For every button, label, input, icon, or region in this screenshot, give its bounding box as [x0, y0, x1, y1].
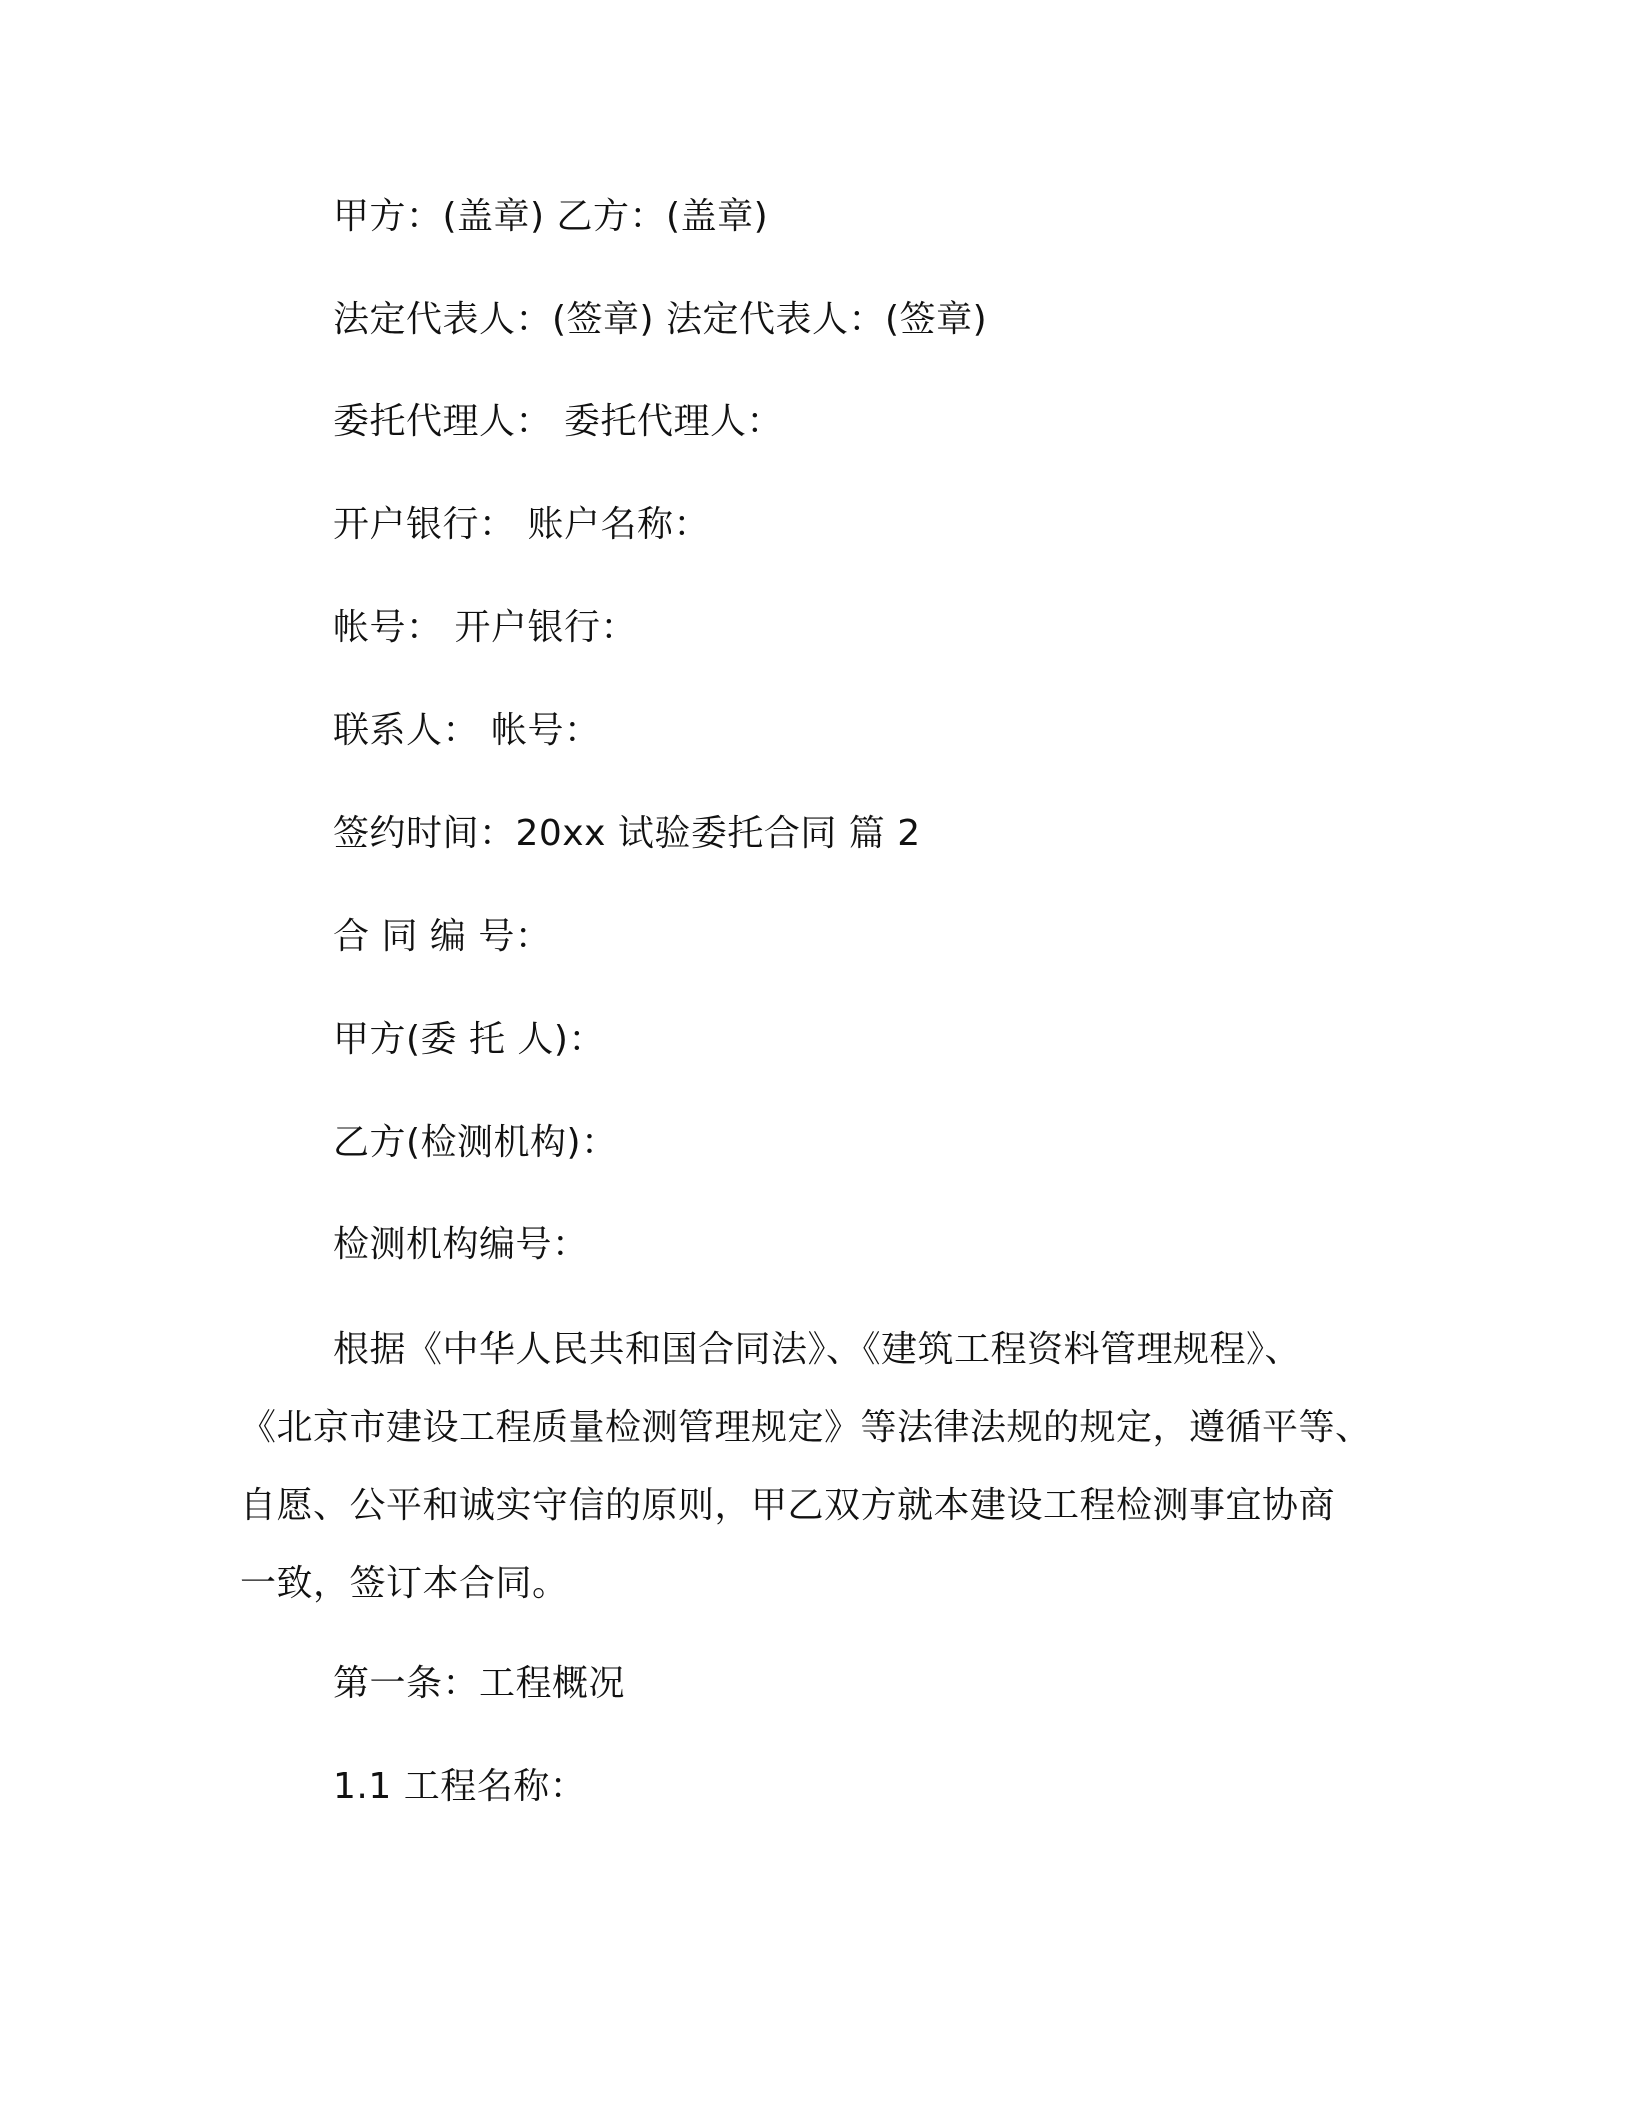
preamble-line-3: 自愿、公平和诚实守信的原则，甲乙双方就本建设工程检测事宜协商	[240, 1485, 1336, 1526]
authorized-agent-line: 委托代理人： 委托代理人：	[333, 401, 783, 442]
contract-number-line: 合 同 编 号：	[333, 916, 552, 957]
preamble-line-4: 一致，签订本合同。	[240, 1563, 569, 1604]
party-seal-line: 甲方：(盖章) 乙方：(盖章)	[333, 196, 769, 237]
account-number-bank-line: 帐号： 开户银行：	[333, 607, 637, 648]
preamble-line-1: 根据《中华人民共和国合同法》、《建筑工程资料管理规程》、	[333, 1329, 1302, 1370]
legal-representative-line: 法定代表人：(签章) 法定代表人：(签章)	[333, 299, 988, 340]
party-b-testing-institution-line: 乙方(检测机构)：	[333, 1122, 618, 1163]
signing-time-line: 签约时间：20xx 试验委托合同 篇 2	[333, 813, 921, 854]
section-heading: 第一条：工程概况	[333, 1663, 626, 1704]
preamble-paragraph	[240, 1311, 1400, 1623]
testing-institution-number-line: 检测机构编号：	[333, 1224, 589, 1265]
preamble-line-2: 《北京市建设工程质量检测管理规定》等法律法规的规定，遵循平等、	[240, 1407, 1372, 1448]
party-a-client-line: 甲方(委 托 人)：	[333, 1019, 605, 1060]
contact-account-line: 联系人： 帐号：	[333, 710, 601, 751]
project-name-item: 1.1 工程名称：	[333, 1766, 587, 1807]
bank-account-name-line: 开户银行： 账户名称：	[333, 504, 710, 545]
